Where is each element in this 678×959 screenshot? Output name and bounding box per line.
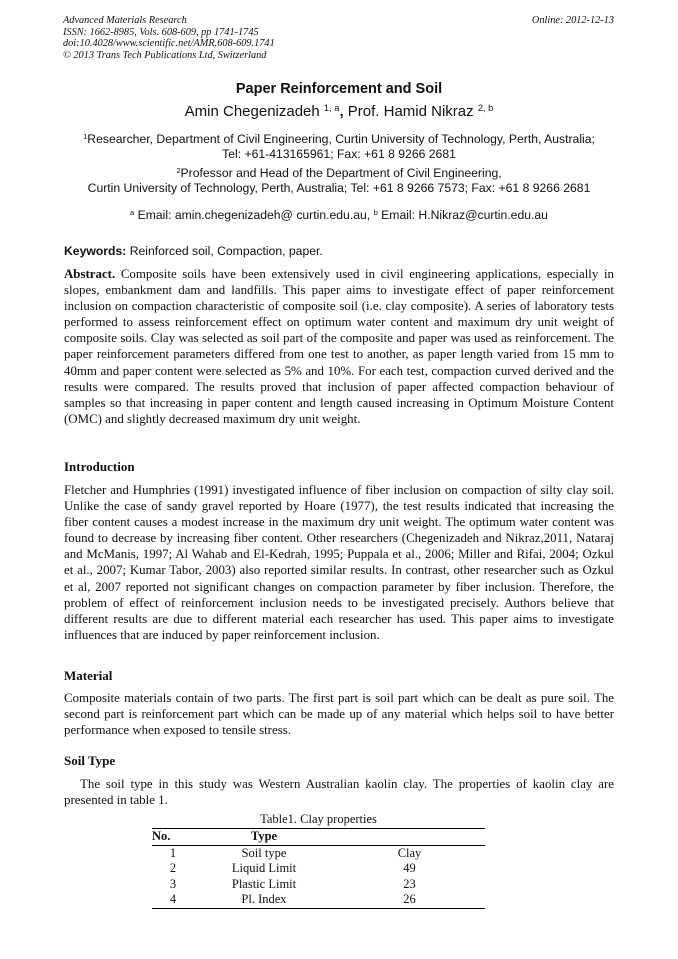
journal-doi: doi:10.4028/www.scientific.net/AMR.608-609.1741 bbox=[63, 38, 275, 49]
table-caption: Table1. Clay properties bbox=[260, 812, 377, 826]
column-header-value bbox=[334, 829, 485, 846]
cell-type: Liquid Limit bbox=[231, 861, 297, 876]
cell-value: 26 bbox=[403, 892, 416, 907]
column-header-type: Type bbox=[250, 829, 278, 843]
keywords-label: Keywords: bbox=[64, 244, 127, 258]
paper-title: Paper Reinforcement and Soil bbox=[235, 81, 443, 97]
email-line bbox=[0, 208, 678, 223]
author-separator: , bbox=[339, 103, 344, 120]
author-1-name: Amin Chegenizadeh bbox=[184, 103, 320, 120]
cell-value: 23 bbox=[403, 876, 416, 891]
abstract-label: Abstract. bbox=[64, 267, 116, 281]
cell-no: 2 bbox=[169, 861, 177, 876]
cell-type: Plastic Limit bbox=[231, 876, 297, 891]
clay-properties-table bbox=[152, 828, 485, 909]
table-row bbox=[152, 845, 485, 861]
journal-copyright: © 2013 Trans Tech Publications Ltd, Switzerland bbox=[63, 49, 267, 61]
cell-no: 3 bbox=[169, 876, 177, 891]
abstract-text: Composite soils have been extensively used in civil engineering applications, especially in slopes, embankment dam and landfills. This paper aims to investigate effect of paper reinforcement inclusion on compaction characteristic of composite soil (i.e. clay composite). A series of laboratory tests performed to assess reinforcement effect on optimum water content and maximum dry unit weight of composite soils. Clay was selected as soil part of the composite and paper was used as reinforcement. The paper reinforcement parameters differed from one test to another, as paper length varied from 15 mm to 40mm and paper content were selected as 5% and 10%. For each test, compaction curved derived and the results were compared. The results proved that inclusion of paper affected compaction behaviour of samples so that increasing in paper content and length caused increasing in Optimum Moisture Content (OMC) and slightly decreased maximum dry unit weight. bbox=[64, 267, 614, 426]
cell-value: 49 bbox=[403, 861, 416, 876]
column-header-no: No. bbox=[152, 829, 171, 843]
keywords bbox=[64, 244, 624, 258]
affiliation-2-line-1: Professor and Head of the Department of Civil Engineering, bbox=[180, 166, 502, 180]
email-b[interactable]: Email: H.Nikraz@curtin.edu.au bbox=[381, 208, 548, 222]
affiliation-1-line-2: Tel: +61-413165961; Fax: +61 8 9266 2681 bbox=[222, 147, 456, 161]
introduction-text: Fletcher and Humphries (1991) investigated influence of fiber inclusion on compaction of silty clay soil. Unlike the case of sandy gravel reported by Hoare (1977), the test results indicated that increasing the fiber content causes a modest increase in the maximum dry unit weight. The optimum water content was found to decrease by increasing fiber content. Other researchers (Chegenizadeh and Nikraz,2011, Nataraj and McManis, 1997; Al Wahab and El-Kedrah, 1995; Puppala et al., 2006; Miller and Rifai, 2004; Ozkul et al., 2007; Kumar Tabor, 2003) also reported similar results. In contrast, other researcher such as Ozkul et al, 2007 reported not significant changes on compaction parameter by fiber inclusion. Therefore, the problem of effect of reinforcement inclusion needs to be investigated precisely. Authors believe that different results are due to different material each researcher has used. This paper aims to investigate influences that are induced by paper reinforcement inclusion. bbox=[64, 483, 614, 642]
cell-no: 4 bbox=[169, 892, 177, 907]
cell-type: Pl. Index bbox=[241, 892, 287, 907]
author-1-sup: 1, a bbox=[323, 102, 340, 113]
affiliation-2-sup: 2 bbox=[176, 165, 181, 175]
email-a-sup: a bbox=[130, 207, 135, 217]
introduction-heading: Introduction bbox=[64, 459, 135, 474]
soil-type-heading: Soil Type bbox=[64, 753, 116, 768]
online-date: Online: 2012-12-13 bbox=[531, 15, 614, 26]
abstract bbox=[64, 266, 614, 427]
email-b-sup: b bbox=[373, 207, 378, 217]
affiliation-1-line-1: Researcher, Department of Civil Engineering, Curtin University of Technology, Perth, Australia; bbox=[87, 132, 595, 146]
author-2-name: Prof. Hamid Nikraz bbox=[347, 103, 474, 120]
keywords-text: Reinforced soil, Compaction, paper. bbox=[129, 244, 323, 258]
table-row bbox=[152, 892, 485, 908]
journal-name: Advanced Materials Research bbox=[63, 15, 187, 26]
table-row bbox=[152, 877, 485, 893]
material-text: Composite materials contain of two parts. The first part is soil part which can be dealt as pure soil. The second part is reinforcement part which can be made up of any material which helps soil to have better performance when exposed to tensile stress. bbox=[64, 691, 614, 738]
cell-value: Clay bbox=[397, 845, 422, 860]
soil-type-text: The soil type in this study was Western Australian kaolin clay. The properties of kaolin clay are presented in table 1. bbox=[64, 777, 614, 808]
table-header-row bbox=[152, 829, 485, 846]
affiliation-2-line-2: Curtin University of Technology, Perth, Australia; Tel: +61 8 9266 7573; Fax: +61 8 9266 2681 bbox=[87, 181, 591, 195]
journal-header bbox=[63, 15, 275, 61]
table-row bbox=[152, 861, 485, 877]
author-2-sup: 2, b bbox=[477, 102, 494, 113]
material-heading: Material bbox=[64, 668, 113, 683]
affiliation-2 bbox=[0, 166, 678, 196]
affiliation-1-sup: 1 bbox=[83, 131, 88, 141]
cell-type: Soil type bbox=[241, 845, 287, 860]
cell-no: 1 bbox=[169, 845, 177, 860]
journal-issn: ISSN: 1662-8985, Vols. 608-609, pp 1741-1745 bbox=[63, 26, 259, 38]
email-a[interactable]: Email: amin.chegenizadeh@ curtin.edu.au, bbox=[137, 208, 371, 222]
author-line bbox=[0, 103, 678, 120]
affiliation-1 bbox=[0, 132, 678, 162]
